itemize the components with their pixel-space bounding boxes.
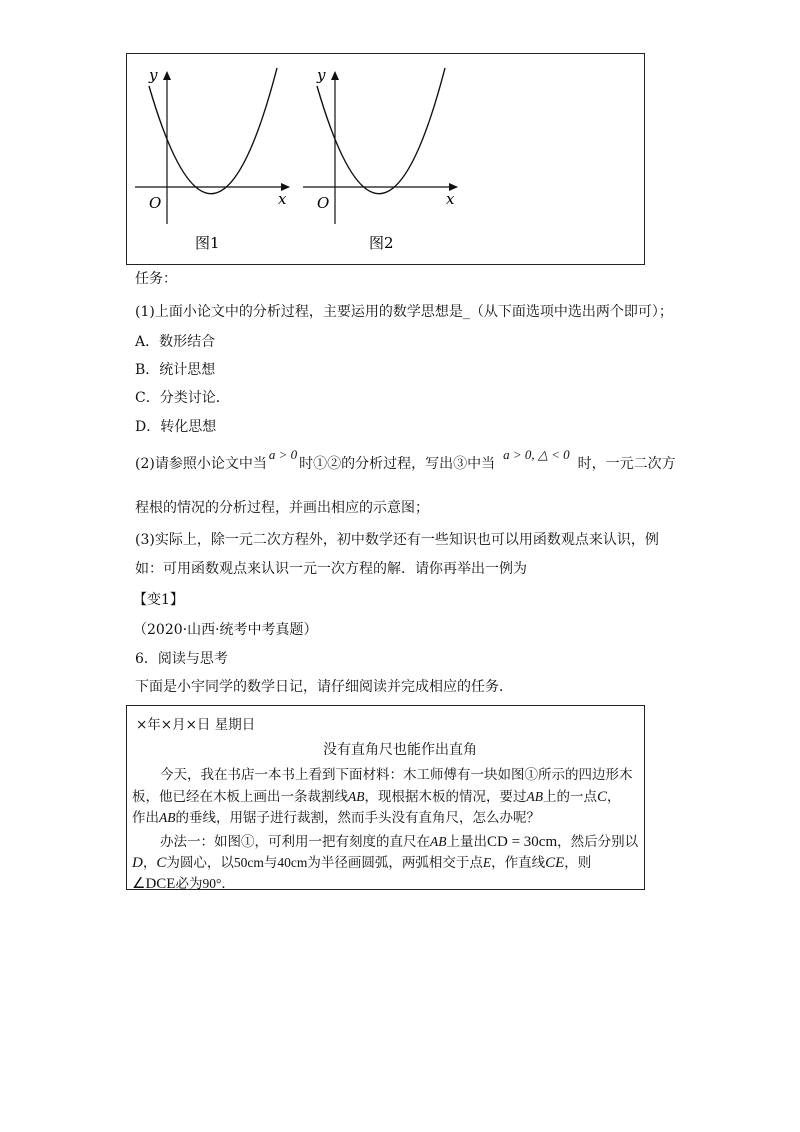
q2-condition-1: a > 0 — [268, 447, 298, 462]
variant-label: 【变1】 — [133, 592, 184, 608]
q2-condition-2: a > 0, △ < 0 — [503, 447, 570, 462]
source-label: （2020·山西·统考中考真题） — [133, 622, 318, 638]
q2-text-a: (2)请参照小论文中当 — [135, 456, 267, 472]
diary-p2-line-2: D，C为圆心，以50cm与40cm为半径画圆弧，两弧相交于点E，作直线CE，则 — [132, 855, 592, 871]
option-b: B．统计思想 — [135, 362, 216, 378]
question-1: (1)上面小论文中的分析过程，主要运用的数学思想是_（从下面选项中选出两个即可）； — [135, 304, 673, 320]
task-title: 任务： — [135, 271, 177, 287]
question-2-line-2: 程根的情况的分析过程，并画出相应的示意图； — [135, 500, 429, 516]
q2-text-b: 时①②的分析过程，写出③中当 — [299, 456, 496, 472]
fig1-y-label: y — [149, 66, 158, 84]
question-3-line-2: 如：可用函数观点来认识一元一次方程的解．请你再举出一例为 — [135, 561, 527, 577]
question-6-title: 6．阅读与思考 — [135, 651, 228, 667]
question-3-line-1: (3)实际上，除一元二次方程外，初中数学还有一些知识也可以用函数观点来认识，例 — [135, 532, 659, 548]
diary-date: ×年×月×日 星期日 — [136, 717, 256, 733]
fig2-y-label: y — [317, 66, 326, 84]
fig1-origin: O — [149, 194, 162, 212]
figure-box — [126, 53, 645, 265]
diary-intro: 下面是小宇同学的数学日记，请仔细阅读并完成相应的任务． — [135, 679, 513, 695]
figure-2 — [303, 66, 457, 252]
diary-p2-line-3: ∠DCE必为90°． — [132, 876, 235, 892]
diary-p1-line-1: 今天，我在书店一本书上看到下面材料：木工师傅有一块如图①所示的四边形木 — [160, 767, 633, 783]
fig2-x-label: x — [446, 190, 455, 208]
diary-title: 没有直角尺也能作出直角 — [323, 742, 477, 758]
option-c: C．分类讨论． — [135, 390, 230, 406]
option-a: A．数形结合 — [135, 334, 216, 350]
question-2-line-1 — [135, 447, 676, 473]
figure-1 — [135, 66, 289, 252]
fig1-parabola — [149, 68, 277, 194]
fig2-parabola — [317, 68, 445, 194]
fig1-caption: 图1 — [195, 234, 220, 252]
diary-p1-line-3: 作出AB的垂线，用锯子进行裁割，然而手头没有直角尺，怎么办呢？ — [132, 810, 540, 826]
diary-p1-line-2: 板，他已经在木板上画出一条裁割线AB，现根据木板的情况，要过AB上的一点C， — [132, 789, 621, 805]
q2-text-c: 时，一元二次方 — [577, 456, 676, 472]
fig2-origin: O — [317, 194, 330, 212]
option-d: D．转化思想 — [135, 419, 217, 435]
parabola-figures — [127, 54, 646, 266]
diary-p2-line-1: 办法一：如图①，可利用一把有刻度的直尺在AB上量出CD = 30cm，然后分别以 — [160, 834, 639, 850]
diary-box — [126, 705, 645, 890]
fig2-caption: 图2 — [369, 234, 394, 252]
fig1-x-label: x — [278, 190, 287, 208]
